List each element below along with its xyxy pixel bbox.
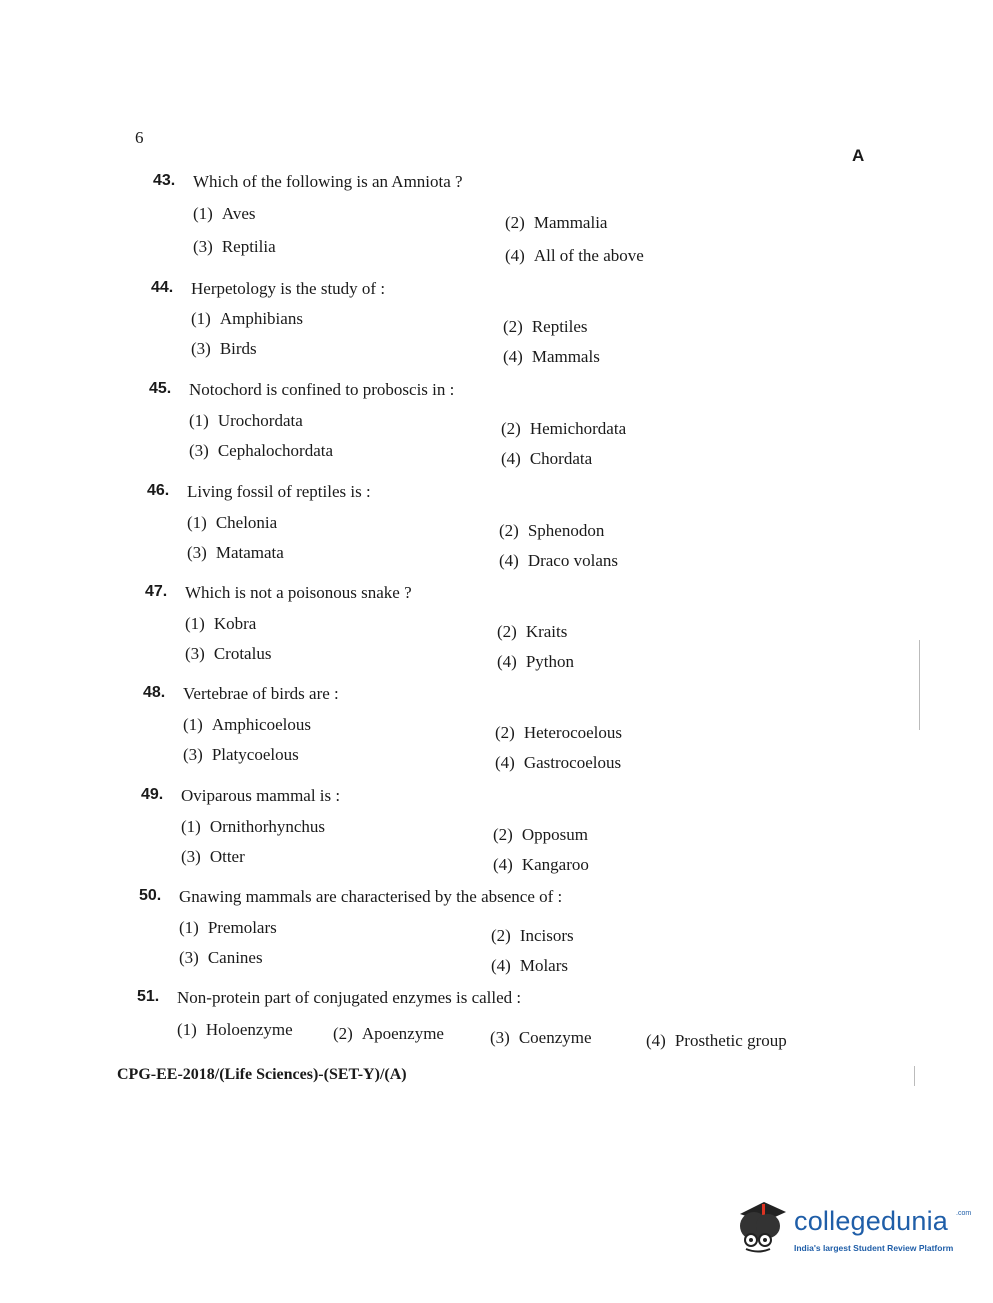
option-3: (3) Birds [191,339,257,358]
option-4: (4) Gastrocoelous [495,753,622,772]
option-4: (4) Prosthetic group [646,1031,787,1050]
scan-mark [914,1066,915,1086]
set-letter: A [852,146,865,165]
question-number: 47. [145,583,168,600]
option-4: (4) Mammals [503,347,600,366]
option-1: (1) Amphibians [191,309,303,328]
option-2: (2) Opposum [493,825,588,844]
option-2: (2) Hemichordata [501,419,627,438]
question-number: 45. [149,380,172,397]
option-3: (3) Matamata [187,543,284,562]
option-2: (2) Kraits [497,622,568,641]
option-1: (1) Aves [193,204,256,223]
collegedunia-logo [734,1196,972,1260]
option-1: (1) Amphicoelous [183,715,311,734]
question-number: 49. [141,786,164,803]
logo-suffix: .com [956,1210,972,1217]
option-1: (1) Holoenzyme [177,1020,293,1039]
question-number: 48. [143,684,166,701]
question-number: 44. [151,279,174,296]
question-text: Herpetology is the study of : [191,279,386,298]
option-2: (2) Incisors [491,926,574,945]
question-number: 43. [153,172,176,189]
question-text: Gnawing mammals are characterised by the absence of : [179,887,563,906]
option-3: (3) Coenzyme [490,1028,592,1047]
question-number: 50. [139,887,162,904]
scan-mark [919,640,920,730]
logo-tagline: India's largest Student Review Platform [794,1243,954,1253]
option-1: (1) Ornithorhynchus [181,817,326,836]
question-text: Which of the following is an Amniota ? [193,172,463,191]
option-4: (4) Python [497,652,575,671]
option-1: (1) Kobra [185,614,257,633]
logo-wordmark: collegedunia [794,1206,949,1236]
option-3: (3) Platycoelous [183,745,299,764]
option-3: (3) Crotalus [185,644,272,663]
option-2: (2) Mammalia [505,213,608,232]
option-1: (1) Chelonia [187,513,278,532]
question-text: Living fossil of reptiles is : [187,482,371,501]
option-2: (2) Sphenodon [499,521,605,540]
option-1: (1) Urochordata [189,411,303,430]
option-2: (2) Reptiles [503,317,588,336]
option-4: (4) Molars [491,956,568,975]
option-4: (4) All of the above [505,246,644,265]
option-4: (4) Draco volans [499,551,618,570]
option-3: (3) Canines [179,948,263,967]
option-3: (3) Otter [181,847,245,866]
option-4: (4) Chordata [501,449,593,468]
option-3: (3) Cephalochordata [189,441,334,460]
question-text: Non-protein part of conjugated enzymes is called : [177,988,522,1007]
page-number: 6 [135,128,144,147]
question-text: Notochord is confined to proboscis in : [189,380,455,399]
mascot-icon [734,1196,792,1256]
option-4: (4) Kangaroo [493,855,589,874]
option-3: (3) Reptilia [193,237,276,256]
question-text: Oviparous mammal is : [181,786,341,805]
option-2: (2) Apoenzyme [333,1024,444,1043]
question-number: 51. [137,988,160,1005]
option-1: (1) Premolars [179,918,277,937]
option-2: (2) Heterocoelous [495,723,623,742]
question-text: Which is not a poisonous snake ? [185,583,412,602]
question-text: Vertebrae of birds are : [183,684,339,703]
question-number: 46. [147,482,170,499]
footer-code: CPG-EE-2018/(Life Sciences)-(SET-Y)/(A) [117,1066,407,1083]
